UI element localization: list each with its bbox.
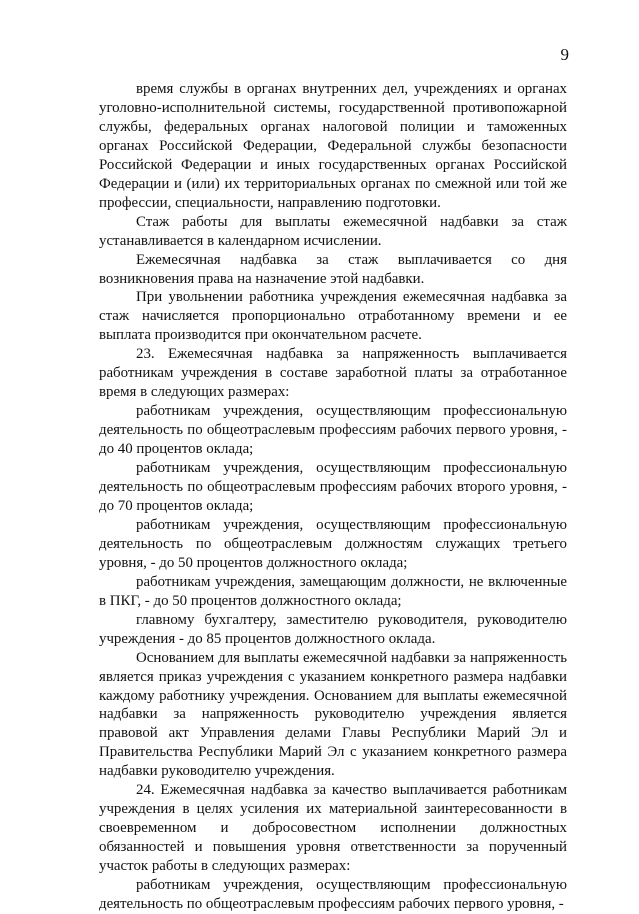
paragraph-workers-level2: работникам учреждения, осуществляющим профессиональную деятельность по общеотраслевым профессиям рабочих второго уровня, - до 70 процентов оклада; [99, 460, 567, 514]
paragraph-basis: Основанием для выплаты ежемесячной надбавки за напряженность является приказ учреждения с указанием конкретного размера надбавки каждому работнику учреждения. Основанием для выплаты ежемесячной надбавки за напряженность руководителю учреждения является правовой акт Управления делами Главы Республики Марий Эл и Правительства Республики Марий Эл с указанием конкретного размера надбавки руководителю учреждения. [99, 649, 567, 780]
paragraph-dismissal: При увольнении работника учреждения ежемесячная надбавка за стаж начисляется пропорционально отработанному времени и ее выплата производится при окончательном расчете. [99, 289, 567, 344]
paragraph-employees-level3: работникам учреждения, осуществляющим профессиональную деятельность по общеотраслевым должностям служащих третьего уровня, - до 50 процентов должностного оклада; [99, 516, 567, 571]
paragraph-pkg: работникам учреждения, замещающим должности, не включенные в ПКГ, - до 50 процентов должностного оклада; [99, 573, 567, 609]
paragraph-quality-workers-level1: работникам учреждения, осуществляющим профессиональную деятельность по общеотраслевым профессиям рабочих первого уровня, - [99, 877, 567, 912]
paragraph-service-time: время службы в органах внутренних дел, учреждениях и органах уголовно-исполнительной системы, государственной противопожарной службы, федеральных органах налоговой полиции и таможенных органах Российской Федерации, Федеральной службы безопасности Российской Федерации и иных государственных органах Российской Федерации и (или) их территориальных органах по смежной или той же профессии, специальности, направлению подготовки. [99, 81, 567, 211]
page-number: 9 [560, 45, 569, 64]
paragraph-seniority-start: Ежемесячная надбавка за стаж выплачивается со дня возникновения права на назначение этой надбавки. [99, 251, 567, 287]
paragraph-seniority-calendar: Стаж работы для выплаты ежемесячной надбавки за стаж устанавливается в календарном исчислении. [99, 213, 567, 249]
paragraph-23-intensity: 23. Ежемесячная надбавка за напряженность выплачивается работникам учреждения в составе заработной платы за отработанное время в следующих размерах: [99, 346, 567, 401]
document-body [99, 80, 567, 914]
paragraph-workers-level1: работникам учреждения, осуществляющим профессиональную деятельность по общеотраслевым профессиям рабочих первого уровня, - до 40 процентов оклада; [99, 403, 567, 458]
paragraph-24-quality: 24. Ежемесячная надбавка за качество выплачивается работникам учреждения в целях усиления их материальной заинтересованности в своевременном и добросовестном исполнении должностных обязанностей и повышения уровня ответственности за порученный участок работы в следующих размерах: [99, 782, 567, 875]
paragraph-chief-accountant: главному бухгалтеру, заместителю руководителя, руководителю учреждения - до 85 процентов должностного оклада. [99, 611, 567, 647]
